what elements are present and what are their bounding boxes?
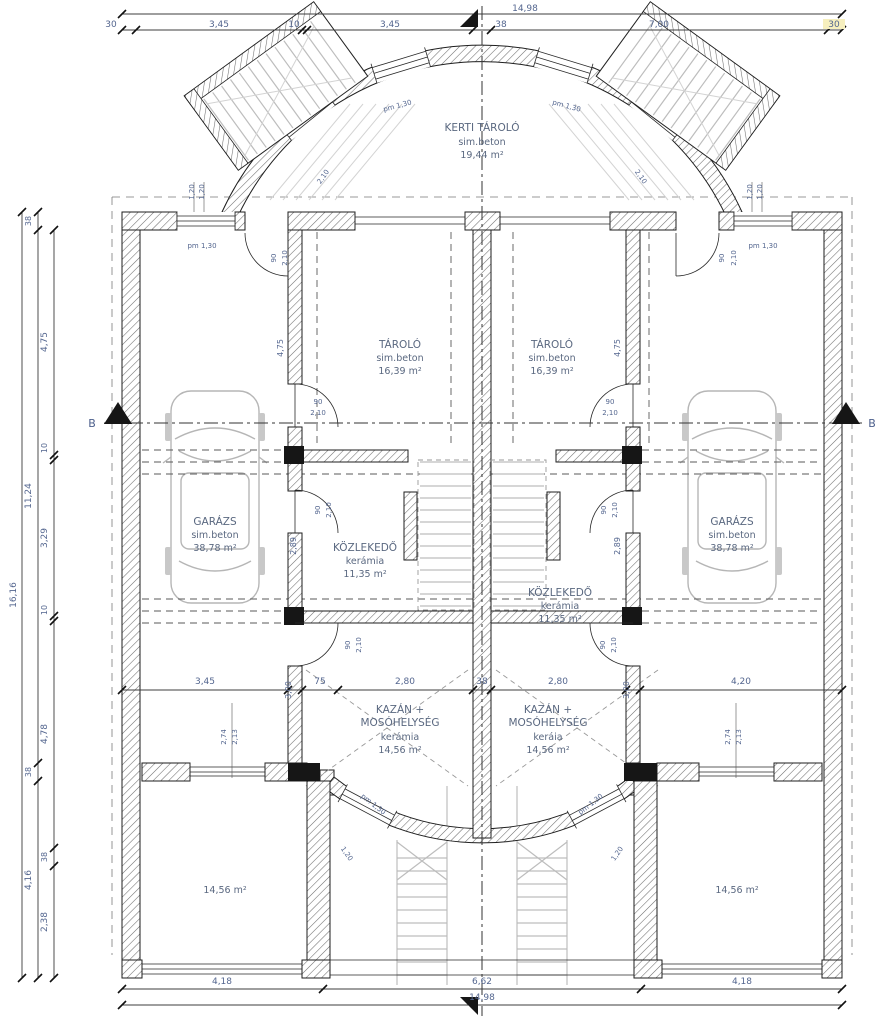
room-area: 38,78 m²: [710, 543, 754, 554]
room-label: KAZÁN +: [523, 704, 573, 716]
dim-label: 3,45: [208, 20, 230, 30]
window-dim: 1,20: [198, 184, 206, 200]
wall-interior-left: [288, 666, 302, 763]
dim-label: 10: [40, 442, 49, 454]
room-area: 16,39 m²: [378, 366, 422, 377]
door-dim: 90: [270, 253, 278, 263]
door-dim: 90: [314, 505, 322, 515]
parapet-label: pm 1,30: [187, 242, 217, 250]
dim-label: 38: [24, 766, 33, 778]
dim-label: 38: [476, 677, 488, 687]
door-dim: 2,10: [355, 637, 363, 653]
parapet-label: pm 1,30: [551, 98, 582, 114]
exterior-stair-right: [517, 840, 567, 985]
wall-right: [824, 212, 842, 978]
opening-dim: 2,13: [231, 729, 239, 745]
room-area: 16,39 m²: [530, 366, 574, 377]
dim-label: 3,45: [379, 20, 401, 30]
dim-label: 4,18: [731, 977, 753, 987]
door-dim: 2,10: [602, 409, 618, 417]
dim-label: 11,24: [24, 483, 34, 509]
room-material: sim.beton: [708, 530, 756, 541]
dim-label: 4,78: [40, 723, 50, 745]
dim-label: 3,29: [40, 527, 50, 549]
wall-top: [235, 212, 245, 230]
room-area: 19,44 m²: [460, 150, 504, 161]
dim-label: 38: [40, 851, 49, 863]
dim-label: 14,98: [512, 4, 538, 14]
wall-bottom-room-right: [634, 781, 657, 960]
room-dim: 2,89: [289, 537, 298, 555]
dim-label: 30: [105, 20, 117, 30]
column: [622, 607, 642, 625]
dim-label: 4,75: [40, 331, 50, 353]
wall-horizontal: [302, 611, 473, 623]
section-label: B: [88, 417, 96, 430]
arc-window: [338, 784, 397, 828]
room-material: sim.beton: [528, 353, 576, 364]
glazed-opening-left: [355, 212, 465, 230]
wall-horizontal: [302, 450, 408, 462]
room-area: 14,56 m²: [203, 885, 247, 896]
window-bottom-right: [662, 964, 822, 974]
door-dim: 2,10: [610, 637, 618, 653]
room-label: KÖZLEKEDŐ: [332, 542, 398, 554]
dim-label: 3,00: [622, 681, 631, 699]
room-label: MOSÓHELYSÉG: [360, 717, 440, 729]
wall-horizontal: [142, 763, 190, 781]
wall-left: [122, 212, 140, 978]
door-right-garage: [676, 233, 719, 276]
dim-label: 7,00: [648, 20, 670, 30]
room-dim: 2,89: [613, 537, 622, 555]
window-dim: 1,20: [746, 184, 754, 200]
dim-label: 30: [828, 20, 840, 30]
parapet-label: pm 1,30: [382, 98, 413, 114]
wall-top: [610, 212, 676, 230]
room-material: keráia: [533, 732, 563, 743]
window-dim: 1,20: [756, 184, 764, 200]
door-dim: 2,10: [730, 250, 738, 266]
room-area: 14,56 m²: [378, 745, 422, 756]
column: [284, 446, 304, 464]
room-label: GARÁZS: [193, 516, 237, 528]
dim-label: 75: [314, 677, 326, 687]
opening-dim: 2,13: [735, 729, 743, 745]
door-dim: 90: [344, 640, 352, 650]
room-material: kerámia: [540, 601, 580, 612]
door-dim: 90: [718, 253, 726, 263]
wall-top: [719, 212, 734, 230]
door-dim: 2,10: [325, 502, 333, 518]
column: [288, 763, 320, 781]
window-top-left: [177, 212, 235, 230]
door-dim: 2,10: [632, 168, 649, 186]
room-dim: 4,75: [613, 339, 622, 357]
room-label: TÁROLÓ: [530, 339, 574, 351]
wall-horizontal: [774, 763, 822, 781]
dim-label: 2,80: [394, 677, 416, 687]
window-top-right: [734, 212, 792, 230]
arc-window: [567, 784, 626, 828]
dim-label: 38: [495, 20, 507, 30]
dim-label: 3,45: [194, 677, 216, 687]
door-dim: 90: [599, 640, 607, 650]
dim-label: 2,80: [547, 677, 569, 687]
wall-horizontal: [556, 450, 626, 462]
dim-label: 4,20: [730, 677, 752, 687]
section-label: B: [868, 417, 876, 430]
door-dim: 90: [600, 505, 608, 515]
wall-top: [288, 212, 355, 230]
dim-label: 6,62: [471, 977, 493, 987]
room-material: sim.beton: [458, 137, 506, 148]
door-dim: 90: [313, 398, 323, 406]
wall-bottom: [302, 960, 330, 978]
room-dim: 4,75: [276, 339, 285, 357]
arc-window: [534, 47, 593, 82]
room-label: KAZÁN +: [375, 704, 425, 716]
column: [284, 607, 304, 625]
dim-label: 10: [40, 604, 49, 616]
column: [622, 446, 642, 464]
glazed-opening-right: [500, 212, 610, 230]
wall-top: [792, 212, 842, 230]
axis-marker-top: [460, 9, 478, 27]
dim-label: 4,16: [24, 869, 34, 891]
dim-label: 4,18: [211, 977, 233, 987]
wall-bottom: [122, 960, 142, 978]
window-dim: 1,20: [609, 845, 626, 863]
room-label: KERTI TÁROLÓ: [444, 122, 520, 134]
dim-label: 3,00: [284, 681, 293, 699]
room-label: KÖZLEKEDŐ: [527, 587, 593, 599]
room-area: 11,35 m²: [538, 614, 582, 625]
room-label: MOSÓHELYSÉG: [508, 717, 588, 729]
room-label: GARÁZS: [710, 516, 754, 528]
window-dim: 1,20: [338, 845, 355, 863]
room-area: 14,56 m²: [715, 885, 759, 896]
room-area: 38,78 m²: [193, 543, 237, 554]
wall-bottom: [822, 960, 842, 978]
dim-label: 16,16: [9, 582, 19, 608]
parapet-label: pm 1,30: [359, 792, 388, 817]
wall-top: [122, 212, 177, 230]
dim-label: 10: [288, 20, 300, 30]
room-material: sim.beton: [191, 530, 239, 541]
wall-bottom: [634, 960, 662, 978]
window-bottom-left: [142, 964, 302, 974]
room-area: 14,56 m²: [526, 745, 570, 756]
stair-left: [404, 460, 474, 610]
wall-bottom-room-left: [307, 781, 330, 960]
exterior-stair-left: [397, 840, 447, 985]
dim-label: 38: [24, 215, 33, 227]
room-material: kerámia: [345, 556, 385, 567]
parapet-label: pm 1,30: [748, 242, 778, 250]
arc-window: [371, 47, 430, 82]
door-dim: 2,10: [315, 168, 332, 186]
room-material: sim.beton: [376, 353, 424, 364]
door-dim: 2,10: [281, 250, 289, 266]
wall-interior-right: [626, 230, 640, 384]
window-dim: 1,20: [188, 184, 196, 200]
wall-horizontal: [657, 763, 699, 781]
wall-interior-right: [626, 666, 640, 763]
wall-interior-left: [288, 230, 302, 384]
room-area: 11,35 m²: [343, 569, 387, 580]
door-dim: 2,10: [611, 502, 619, 518]
door-left-boiler: [295, 623, 338, 666]
room-label: TÁROLÓ: [378, 339, 422, 351]
column: [624, 763, 657, 781]
dim-label: 2,38: [40, 911, 50, 933]
door-dim: 90: [605, 398, 615, 406]
door-dim: 2,10: [310, 409, 326, 417]
parapet-label: pm 1,30: [576, 792, 605, 817]
room-material: kerámia: [380, 732, 420, 743]
opening-dim: 2,74: [724, 729, 732, 745]
opening-dim: 2,74: [220, 729, 228, 745]
dim-label: 14,98: [469, 993, 495, 1003]
